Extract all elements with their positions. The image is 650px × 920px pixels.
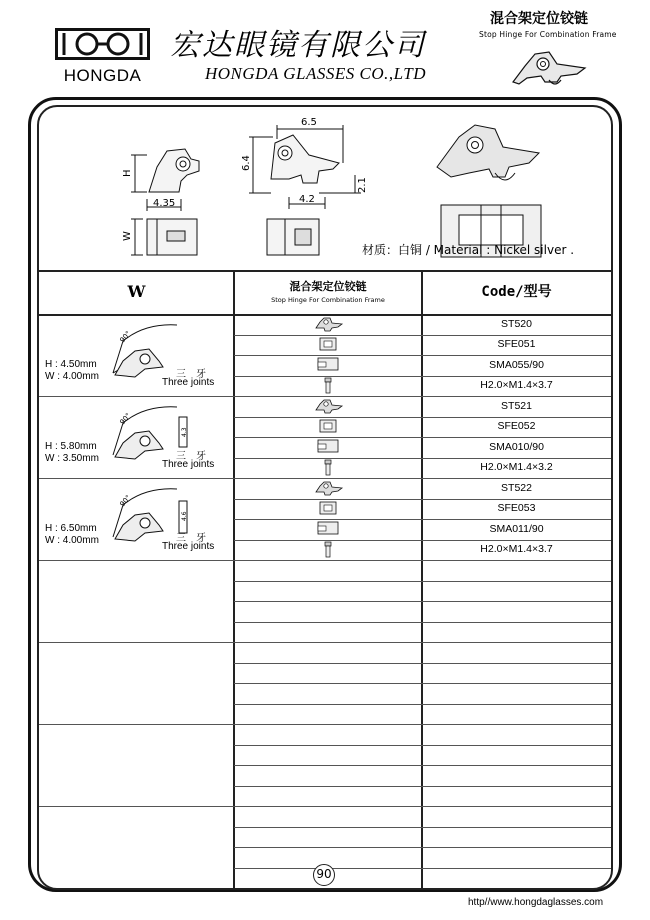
group-h: H : 5.80mm	[45, 441, 97, 452]
page-number: 90	[313, 864, 335, 886]
code-cell: SMA055/90	[489, 359, 544, 371]
logo-graphic	[58, 31, 147, 57]
group-joints-cn: 三牙	[176, 451, 216, 462]
svg-text:90°: 90°	[118, 411, 133, 427]
table-row-line	[234, 827, 611, 828]
code-cell: ST522	[501, 482, 532, 494]
company-name-en: HONGDA GLASSES CO.,LTD	[205, 64, 426, 83]
group-joints-en: Three joints	[162, 541, 215, 552]
col-header-name-en: Stop Hinge For Combination Frame	[271, 296, 385, 304]
barrel-part-icon	[312, 499, 344, 519]
group-joints-en: Three joints	[162, 377, 215, 388]
block-part-icon	[312, 519, 344, 539]
table-row-line	[39, 560, 611, 561]
dim-435-label: 4.35	[153, 198, 176, 209]
company-name-cn: 宏达眼镜有限公司	[170, 28, 426, 63]
screw-icon	[312, 376, 344, 396]
product-title-en: Stop Hinge For Combination Frame	[479, 30, 617, 39]
logo-text: HONGDA	[63, 66, 142, 85]
code-cell: SFE053	[497, 502, 536, 514]
table-row-line	[234, 745, 611, 746]
table-row-line	[234, 765, 611, 766]
table-row-line	[234, 704, 611, 705]
dim-65-label: 6.5	[301, 117, 317, 128]
table-row-line	[234, 683, 611, 684]
screw-icon	[312, 540, 344, 560]
code-cell: H2.0×M1.4×3.7	[480, 379, 553, 391]
svg-text:90°: 90°	[118, 329, 133, 345]
table-row-line	[234, 663, 611, 664]
hinge-part-icon	[312, 314, 344, 334]
group-w: W : 4.00mm	[45, 371, 99, 382]
code-cell: ST520	[501, 318, 532, 330]
dim-42-label: 4.2	[299, 194, 315, 205]
product-title-cn: 混合架定位铰链	[490, 11, 588, 27]
dim-h-label: H	[122, 169, 133, 177]
table-row-line	[234, 868, 611, 869]
hinge-part-icon	[312, 396, 344, 416]
svg-text:4.6: 4.6	[181, 511, 188, 521]
code-cell: H2.0×M1.4×3.7	[480, 543, 553, 555]
code-cell: ST521	[501, 400, 532, 412]
group-w: W : 4.00mm	[45, 535, 99, 546]
column-divider	[233, 270, 235, 890]
group-h: H : 6.50mm	[45, 523, 97, 534]
code-cell: SMA010/90	[489, 441, 544, 453]
table-row-line	[234, 847, 611, 848]
table-row-line	[234, 786, 611, 787]
col-header-code: Code/型号	[481, 284, 552, 300]
hinge-part-icon	[312, 478, 344, 498]
col-header-w: W	[127, 281, 146, 301]
barrel-part-icon	[312, 417, 344, 437]
code-cell: H2.0×M1.4×3.2	[480, 461, 553, 473]
group-h: H : 4.50mm	[45, 359, 97, 370]
table-row-line	[234, 601, 611, 602]
table-row-line	[39, 642, 611, 643]
code-cell: SFE051	[497, 338, 536, 350]
block-part-icon	[312, 437, 344, 457]
table-row-line	[39, 806, 611, 807]
svg-text:90°: 90°	[118, 493, 133, 509]
screw-icon	[312, 458, 344, 478]
group-joints-cn: 三牙	[176, 533, 216, 544]
barrel-part-icon	[312, 335, 344, 355]
block-part-icon	[312, 355, 344, 375]
table-row-line	[234, 581, 611, 582]
group-joints-cn: 三牙	[176, 369, 216, 380]
col-header-name	[234, 272, 422, 310]
dim-w-label: W	[122, 231, 133, 241]
table-header	[39, 270, 611, 316]
group-joints-en: Three joints	[162, 459, 215, 470]
dim-21-label: 2.1	[357, 177, 368, 193]
group-w: W : 3.50mm	[45, 453, 99, 464]
material-note: 材质：白铜 / Material : Nickel silver .	[362, 243, 575, 257]
code-cell: SMA011/90	[489, 523, 544, 535]
dim-64-label: 6.4	[241, 155, 252, 171]
code-cell: SFE052	[497, 420, 536, 432]
table-row-line	[39, 724, 611, 725]
svg-text:4.3: 4.3	[181, 427, 188, 437]
col-header-name-cn: 混合架定位铰链	[289, 280, 367, 293]
company-logo	[55, 28, 150, 60]
table-row-line	[234, 622, 611, 623]
hinge-illustration-icon	[505, 44, 590, 89]
column-divider	[421, 270, 423, 890]
website-url: http//www.hongdaglasses.com	[468, 897, 604, 908]
content-panel	[37, 105, 613, 890]
